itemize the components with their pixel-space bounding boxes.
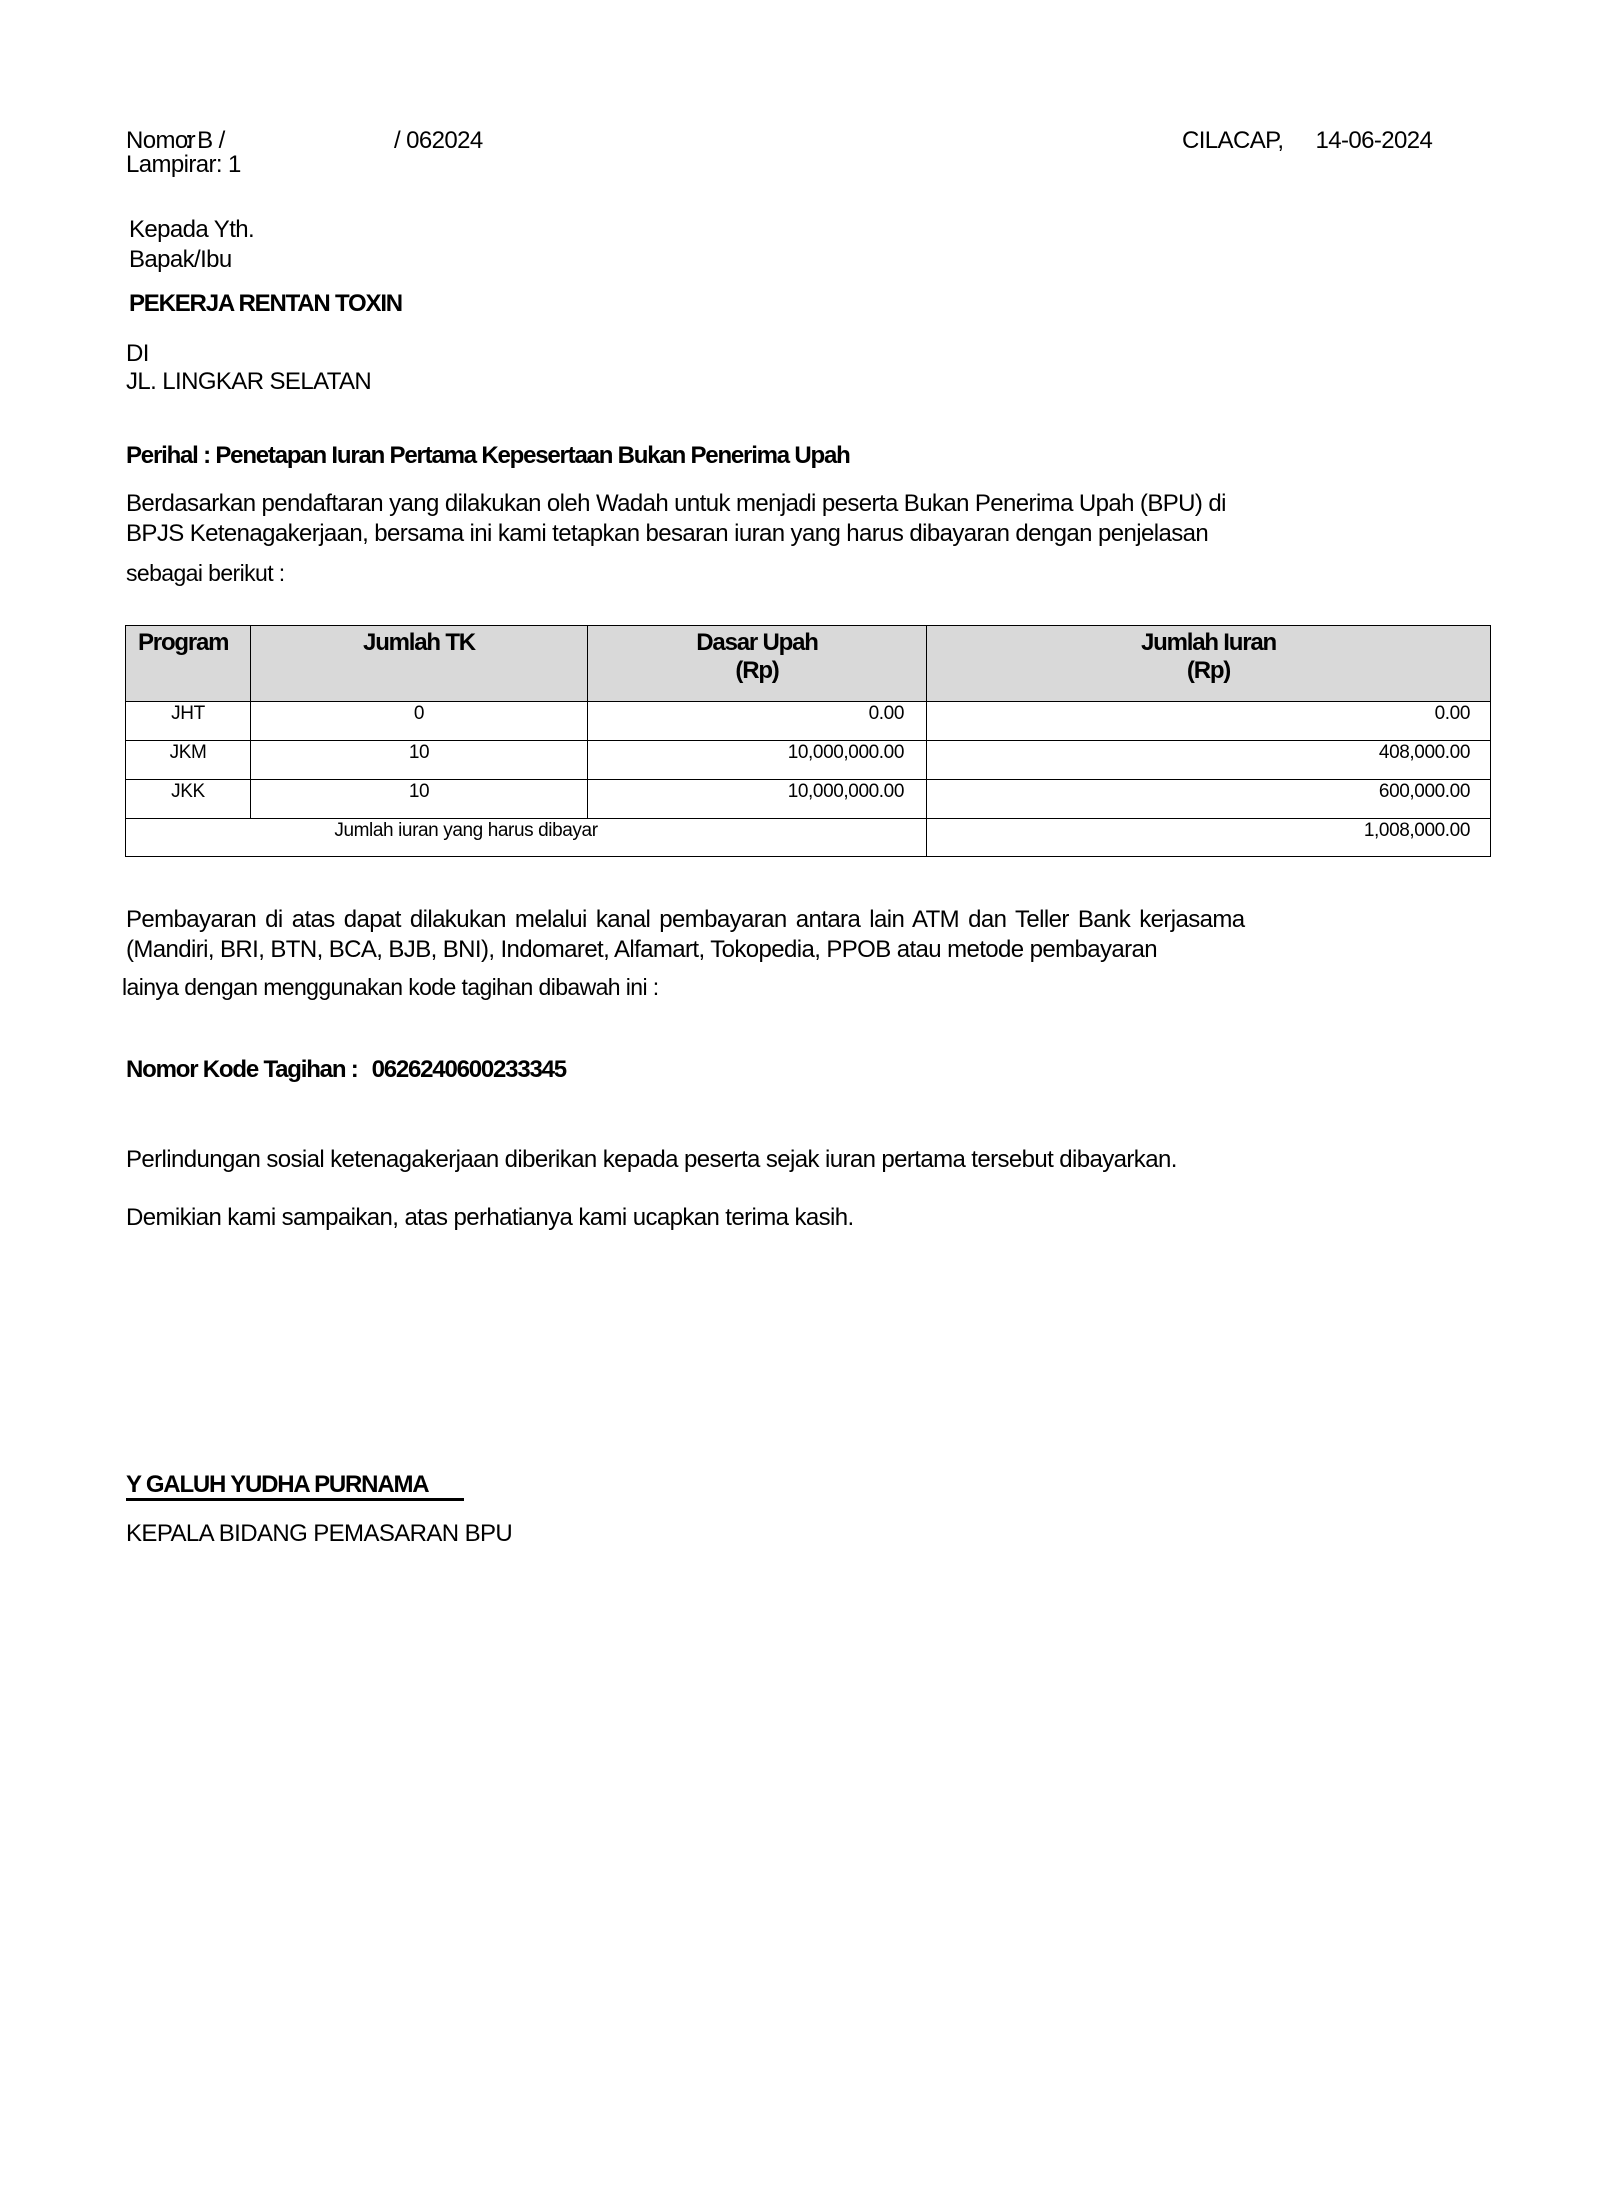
payment-line-1: Pembayaran di atas dapat dilakukan melalui kanal pembayaran antara lain ATM dan Teller Bank kerjasama: [126, 906, 1245, 933]
header-dasar-upah-label: Dasar Upah: [696, 629, 818, 656]
header-jumlah-iuran-label: Jumlah Iuran: [1141, 629, 1276, 656]
cell-program: JHT: [126, 702, 251, 741]
recipient-di: DI: [126, 340, 149, 367]
letter-number-label: Nomor: [126, 127, 196, 154]
cell-program: JKK: [126, 780, 251, 819]
table-row: [126, 702, 1491, 741]
table-total-row: [126, 819, 1491, 857]
header-dasar-upah: [588, 626, 927, 702]
recipient-salutation: Kepada Yth.: [129, 216, 255, 243]
payment-line-3: lainya dengan menggunakan kode tagihan dibawah ini :: [122, 974, 659, 1000]
cell-program: JKM: [126, 741, 251, 780]
letter-number-suffix: / 062024: [394, 127, 483, 154]
billing-code-label: Nomor Kode Tagihan :: [126, 1056, 358, 1083]
cell-jumlah-tk: 0: [251, 702, 588, 741]
cell-jumlah-tk: 10: [251, 780, 588, 819]
protection-note: Perlindungan sosial ketenagakerjaan diberikan kepada peserta sejak iuran pertama tersebut dibayarkan.: [126, 1146, 1177, 1173]
letter-place: CILACAP,: [1182, 127, 1284, 154]
table-header-row: [126, 626, 1491, 702]
letter-number-prefix: : B /: [185, 127, 225, 154]
cell-jumlah-iuran: 600,000.00: [927, 780, 1491, 819]
contribution-table: [125, 625, 1491, 857]
cell-dasar-upah: 0.00: [588, 702, 927, 741]
header-program-label: Program: [138, 629, 229, 656]
closing-statement: Demikian kami sampaikan, atas perhatianya kami ucapkan terima kasih.: [126, 1204, 854, 1231]
total-label: Jumlah iuran yang harus dibayar: [126, 819, 927, 857]
table-row: [126, 741, 1491, 780]
cell-dasar-upah: 10,000,000.00: [588, 780, 927, 819]
header-dasar-upah-unit: (Rp): [735, 657, 779, 684]
intro-line-1: Berdasarkan pendaftaran yang dilakukan oleh Wadah untuk menjadi peserta Bukan Penerima Upah (BPU) di: [126, 490, 1226, 517]
cell-jumlah-iuran: 0.00: [927, 702, 1491, 741]
recipient-name: PEKERJA RENTAN TOXIN: [129, 290, 402, 317]
header-jumlah-iuran: [927, 626, 1491, 702]
recipient-address: JL. LINGKAR SELATAN: [126, 368, 372, 395]
cell-dasar-upah: 10,000,000.00: [588, 741, 927, 780]
recipient-honorific: Bapak/Ibu: [129, 246, 232, 273]
signatory-title: KEPALA BIDANG PEMASARAN BPU: [126, 1520, 513, 1547]
cell-jumlah-tk: 10: [251, 741, 588, 780]
letter-subject: Perihal : Penetapan Iuran Pertama Kepesertaan Bukan Penerima Upah: [126, 442, 850, 469]
billing-code-line: [126, 1056, 566, 1084]
header-jumlah-tk: [251, 626, 588, 702]
letter-date: 14-06-2024: [1315, 127, 1433, 154]
payment-line-2: (Mandiri, BRI, BTN, BCA, BJB, BNI), Indomaret, Alfamart, Tokopedia, PPOB atau metode pembayaran: [126, 936, 1158, 963]
header-program: [126, 626, 251, 702]
place-date: [1182, 127, 1432, 155]
total-value: 1,008,000.00: [927, 819, 1491, 857]
intro-line-2: BPJS Ketenagakerjaan, bersama ini kami tetapkan besaran iuran yang harus dibayaran dengan penjelasan: [126, 520, 1209, 547]
intro-line-3: sebagai berikut :: [126, 560, 285, 586]
billing-code: 0626240600233345: [371, 1056, 566, 1083]
header-jumlah-iuran-unit: (Rp): [1186, 657, 1231, 684]
table-row: [126, 780, 1491, 819]
header-jumlah-tk-label: Jumlah TK: [363, 629, 475, 656]
signatory-name: Y GALUH YUDHA PURNAMA: [126, 1472, 464, 1501]
attachment-count: Lampirar: 1: [126, 151, 241, 178]
cell-jumlah-iuran: 408,000.00: [927, 741, 1491, 780]
